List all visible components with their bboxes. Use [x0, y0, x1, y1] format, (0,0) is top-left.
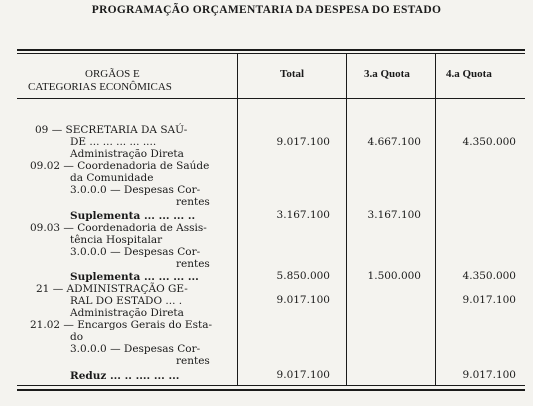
header-categorias: CATEGORIAS ECONÔMICAS: [28, 81, 172, 93]
value-3a-quota: 1.500.000: [367, 270, 421, 282]
row-text: 3.0.0.0 — Despesas Cor-: [70, 343, 201, 355]
row-text: 09 — SECRETARIA DA SAÚ-: [35, 124, 188, 136]
value-3a-quota: 4.667.100: [367, 136, 421, 148]
value-4a-quota: 4.350.000: [462, 136, 516, 148]
value-total: 9.017.100: [276, 136, 330, 148]
column-separator: [435, 54, 436, 385]
row-text: DE ... ... ... ... ....: [70, 136, 157, 148]
value-4a-quota: 9.017.100: [462, 294, 516, 306]
row-text: rentes: [176, 258, 210, 270]
column-separator: [237, 54, 238, 385]
row-text: rentes: [176, 355, 210, 367]
row-text: Administração Direta: [70, 148, 184, 160]
document-title: PROGRAMAÇÃO ORÇAMENTARIA DA DESPESA DO ESTADO: [91, 4, 442, 16]
row-text: do: [70, 331, 84, 343]
value-3a-quota: 3.167.100: [367, 209, 421, 221]
value-4a-quota: 9.017.100: [462, 369, 516, 381]
row-text: Administração Direta: [70, 307, 184, 319]
row-text: 09.02 — Coordenadoria de Saúde: [30, 160, 210, 172]
value-total: 9.017.100: [276, 369, 330, 381]
row-text: 21.02 — Encargos Gerais do Esta-: [30, 319, 213, 331]
table-bottom-rule-outer: [17, 389, 525, 391]
header-total: Total: [280, 68, 305, 80]
row-text: Suplementa ... ... ... ..: [70, 210, 196, 222]
header-3a-quota: 3.a Quota: [364, 68, 410, 80]
row-text: 21 — ADMINISTRAÇÃO GE-: [36, 283, 188, 295]
row-text: rentes: [176, 196, 210, 208]
header-4a-quota: 4.a Quota: [446, 68, 492, 80]
row-text: da Comunidade: [70, 172, 154, 184]
row-text: 3.0.0.0 — Despesas Cor-: [70, 184, 201, 196]
header-orgaos: ORGÃOS E: [85, 68, 140, 80]
value-total: 3.167.100: [276, 209, 330, 221]
row-text: Reduz ... .. .... ... ...: [70, 370, 180, 382]
column-separator: [346, 54, 347, 385]
row-text: RAL DO ESTADO ... .: [70, 295, 183, 307]
table-bottom-rule: [17, 385, 525, 386]
table-top-rule-inner: [17, 53, 525, 54]
row-text: 3.0.0.0 — Despesas Cor-: [70, 246, 201, 258]
value-total: 9.017.100: [276, 294, 330, 306]
row-text: Suplementa ... ... ... ...: [70, 271, 199, 283]
value-total: 5.850.000: [276, 270, 330, 282]
row-text: tência Hospitalar: [70, 234, 163, 246]
value-4a-quota: 4.350.000: [462, 270, 516, 282]
table-top-rule: [17, 49, 525, 51]
header-bottom-rule: [17, 98, 525, 99]
row-text: 09.03 — Coordenadoria de Assis-: [30, 222, 207, 234]
